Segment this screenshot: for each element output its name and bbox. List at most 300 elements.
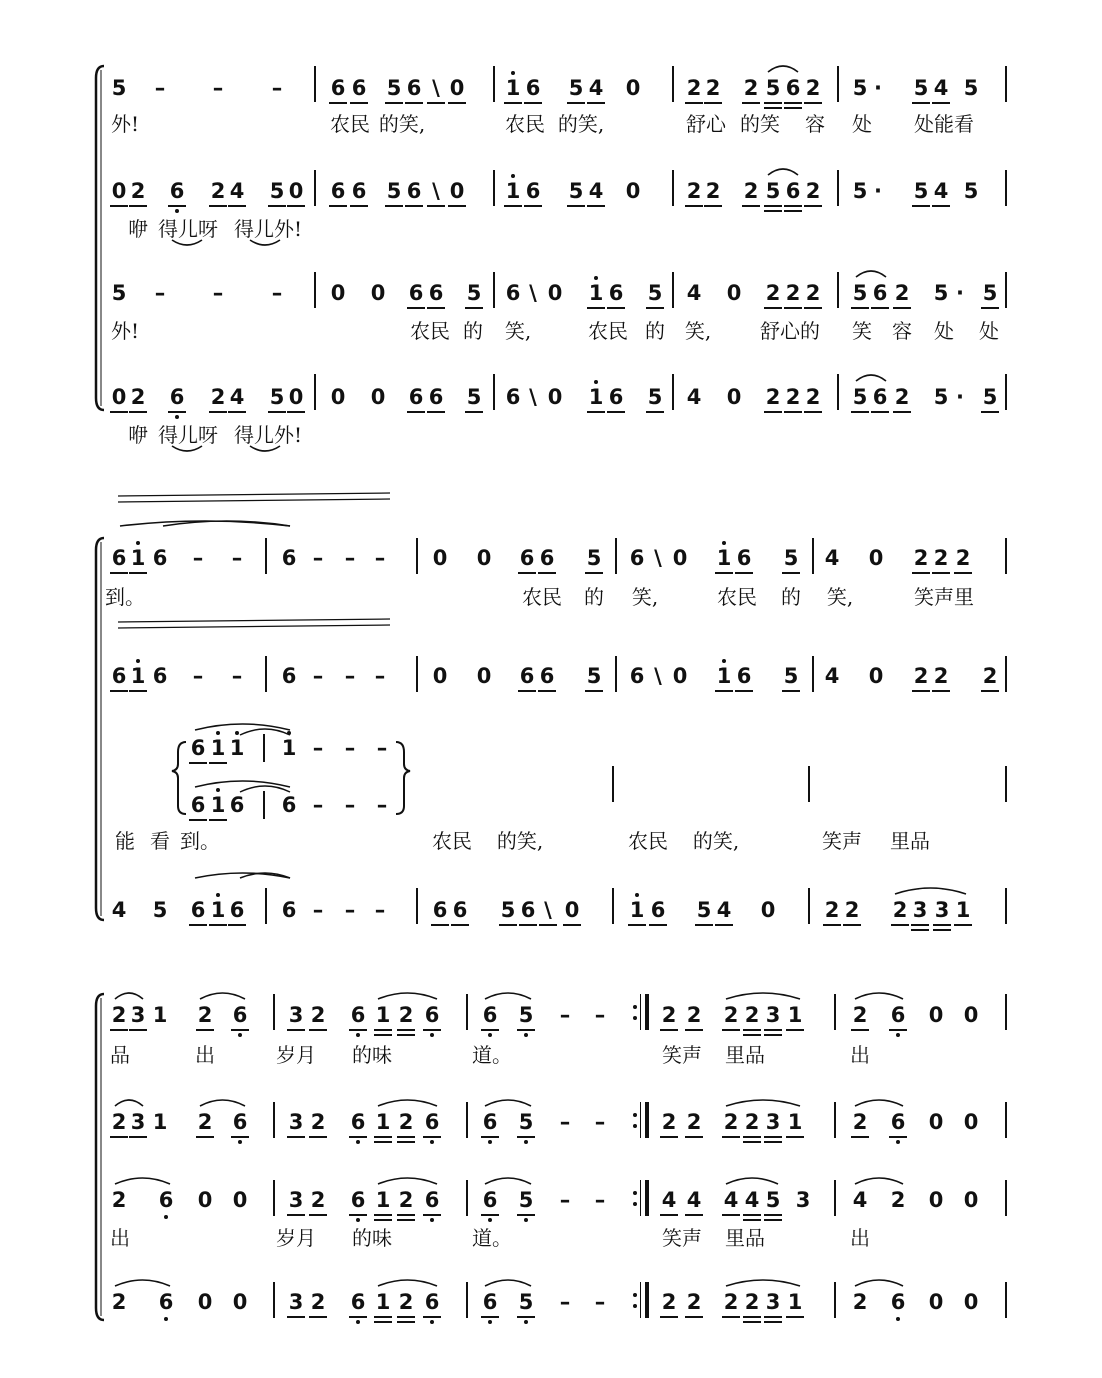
barline xyxy=(314,272,316,308)
underline-beam xyxy=(481,1316,499,1318)
octave-dot-low xyxy=(430,1033,434,1037)
jianpu-note: 4 xyxy=(723,1188,739,1212)
jianpu-note: 5 xyxy=(933,281,949,305)
dash-mark: – xyxy=(559,1290,571,1314)
breath-mark: \ xyxy=(654,664,662,688)
jianpu-note: 6 xyxy=(890,1290,906,1314)
lyric-syllable: 出 xyxy=(850,1043,870,1067)
underline-beam xyxy=(209,819,227,821)
jianpu-note: 4 xyxy=(824,546,840,570)
system-bracket xyxy=(96,66,104,410)
underline-beam xyxy=(715,572,733,574)
jianpu-note: 6 xyxy=(190,736,206,760)
jianpu-note: 2 xyxy=(852,1003,868,1027)
jianpu-note: 1 xyxy=(152,1110,168,1134)
underline-beam xyxy=(742,205,760,207)
crescendo-line xyxy=(118,625,390,628)
jianpu-note: 6 xyxy=(408,385,424,409)
jianpu-note: 2 xyxy=(805,179,821,203)
underline-beam xyxy=(782,690,800,692)
jianpu-note: 2 xyxy=(805,385,821,409)
jianpu-note: 6 xyxy=(351,76,367,100)
jianpu-note: 2 xyxy=(743,76,759,100)
crescendo-line xyxy=(118,619,390,622)
underline-beam xyxy=(567,102,585,104)
slur xyxy=(240,873,290,878)
underline-beam xyxy=(585,690,603,692)
jianpu-note: 2 xyxy=(686,1110,702,1134)
jianpu-note: 6 xyxy=(408,281,424,305)
underline-beam xyxy=(129,690,147,692)
underline-beam xyxy=(704,102,722,104)
slur xyxy=(768,66,798,72)
octave-dot-low xyxy=(488,1218,492,1222)
underline-beam xyxy=(784,102,802,104)
jianpu-note: 4 xyxy=(686,281,702,305)
jianpu-note: 6 xyxy=(650,898,666,922)
lyric-syllable: 道。 xyxy=(472,1043,512,1067)
lyric-syllable: 的笑, xyxy=(496,829,544,853)
underline-beam xyxy=(465,411,483,413)
lyric-syllable: 咿 xyxy=(128,423,148,447)
underline-beam xyxy=(587,205,605,207)
lyric-syllable: 舒心 xyxy=(686,112,726,136)
slur xyxy=(855,993,903,999)
jianpu-note: 6 xyxy=(169,385,185,409)
jianpu-note: 5 xyxy=(518,1290,534,1314)
slur xyxy=(726,1100,800,1106)
underline-beam xyxy=(981,690,999,692)
jianpu-note: 2 xyxy=(197,1110,213,1134)
underline-beam xyxy=(804,307,822,309)
underline-beam xyxy=(465,307,483,309)
barline xyxy=(265,888,267,924)
jianpu-note: 2 xyxy=(661,1110,677,1134)
jianpu-note: 5 xyxy=(852,179,868,203)
barline xyxy=(273,994,275,1030)
underline-beam xyxy=(932,205,950,207)
jianpu-note: 1 xyxy=(281,736,297,760)
jianpu-note: 0 xyxy=(868,546,884,570)
underline-beam xyxy=(722,1214,740,1216)
jianpu-note: 6 xyxy=(350,1003,366,1027)
jianpu-note: 6 xyxy=(111,546,127,570)
dash-mark: – xyxy=(344,793,356,817)
jianpu-note: 4 xyxy=(111,898,127,922)
octave-dot-low xyxy=(524,1218,528,1222)
octave-dot-low xyxy=(430,1140,434,1144)
jianpu-note: 2 xyxy=(852,1290,868,1314)
jianpu-note: 6 xyxy=(482,1003,498,1027)
slur xyxy=(726,1178,778,1184)
barline xyxy=(837,272,839,308)
slur xyxy=(240,729,290,735)
jianpu-note: 2 xyxy=(398,1290,414,1314)
lyric-syllable: 笑声 xyxy=(662,1043,702,1067)
jianpu-note: 1 xyxy=(505,179,521,203)
divisi-brace-right xyxy=(396,742,410,814)
slur xyxy=(485,1178,531,1184)
barline xyxy=(1005,272,1007,308)
underline-beam xyxy=(585,572,603,574)
underline-beam xyxy=(786,1316,804,1318)
jianpu-note: 6 xyxy=(785,179,801,203)
lyric-syllable: 得儿呀 xyxy=(158,423,218,447)
barline xyxy=(672,66,674,102)
lyric-syllable: 外! xyxy=(110,319,140,343)
jianpu-note: 6 xyxy=(736,546,752,570)
underline-beam xyxy=(567,205,585,207)
underline-beam xyxy=(743,1316,761,1318)
underline-beam xyxy=(764,1214,782,1216)
underline-beam xyxy=(660,1136,678,1138)
underline-beam xyxy=(851,307,869,309)
dash-mark: – xyxy=(344,898,356,922)
jianpu-note: 3 xyxy=(288,1003,304,1027)
underline-beam xyxy=(423,1214,441,1216)
jianpu-note: · xyxy=(956,281,964,305)
underline-beam xyxy=(499,924,517,926)
underline-beam xyxy=(209,411,227,413)
underline-beam xyxy=(349,1029,367,1031)
slur xyxy=(200,993,245,999)
slur xyxy=(378,1280,437,1286)
jianpu-note: 0 xyxy=(449,76,465,100)
repeat-dot xyxy=(633,1304,637,1308)
underline-beam xyxy=(722,1136,740,1138)
jianpu-note: 2 xyxy=(111,1110,127,1134)
lyric-syllable: 容 xyxy=(892,319,912,343)
dash-mark: – xyxy=(374,664,386,688)
lyric-syllable: 的 xyxy=(463,319,483,343)
jianpu-note: 5 xyxy=(783,664,799,688)
jianpu-note: 0 xyxy=(111,385,127,409)
jianpu-note: 6 xyxy=(281,793,297,817)
underline-beam xyxy=(804,411,822,413)
slur xyxy=(856,271,886,277)
jianpu-note: 2 xyxy=(310,1290,326,1314)
jianpu-note: 6 xyxy=(424,1110,440,1134)
repeat-barline-thin xyxy=(640,1102,641,1138)
lyric-syllable: 的笑, xyxy=(692,829,740,853)
lyric-syllable: 农民 xyxy=(505,112,545,136)
underline-beam xyxy=(397,1141,415,1143)
slur xyxy=(768,169,798,175)
jianpu-note: 5 xyxy=(386,179,402,203)
jianpu-note: 0 xyxy=(288,179,304,203)
underline-beam xyxy=(933,929,951,931)
jianpu-note: 2 xyxy=(805,281,821,305)
underline-beam xyxy=(889,1029,907,1031)
octave-dot-low xyxy=(488,1033,492,1037)
jianpu-note: 5 xyxy=(696,898,712,922)
slur xyxy=(378,993,437,999)
jianpu-note: 0 xyxy=(726,385,742,409)
underline-beam xyxy=(397,1321,415,1323)
dash-mark: – xyxy=(212,76,224,100)
jianpu-note: 5 xyxy=(586,664,602,688)
underline-beam xyxy=(110,690,128,692)
jianpu-note: 4 xyxy=(686,385,702,409)
slur xyxy=(378,1100,437,1106)
underline-beam xyxy=(350,102,368,104)
underline-beam xyxy=(309,1029,327,1031)
barline xyxy=(1005,1180,1007,1216)
underline-beam xyxy=(427,307,445,309)
jianpu-note: 6 xyxy=(232,1110,248,1134)
barline xyxy=(837,170,839,206)
underline-beam xyxy=(871,411,889,413)
lyric-syllable: 的 xyxy=(781,585,801,609)
slur xyxy=(195,781,290,787)
dash-mark: – xyxy=(594,1110,606,1134)
jianpu-note: 4 xyxy=(229,179,245,203)
barline xyxy=(1005,656,1007,692)
jianpu-note: 6 xyxy=(629,664,645,688)
underline-beam xyxy=(871,307,889,309)
jianpu-note: 0 xyxy=(370,385,386,409)
jianpu-note: 5 xyxy=(765,76,781,100)
underline-beam xyxy=(685,205,703,207)
lyric-syllable: 得儿外! xyxy=(233,423,303,447)
barline xyxy=(493,170,495,206)
underline-beam xyxy=(309,1316,327,1318)
barline xyxy=(808,888,810,924)
barline xyxy=(1005,766,1007,802)
jianpu-note: 1 xyxy=(588,281,604,305)
octave-dot-low xyxy=(356,1218,360,1222)
underline-beam xyxy=(538,690,556,692)
underline-beam xyxy=(168,205,186,207)
jianpu-note: 0 xyxy=(476,546,492,570)
dash-mark: – xyxy=(344,664,356,688)
underline-beam xyxy=(309,1136,327,1138)
barline xyxy=(263,734,265,762)
dash-mark: – xyxy=(374,898,386,922)
slur xyxy=(195,873,290,878)
underline-beam xyxy=(685,1029,703,1031)
jianpu-note: 5 xyxy=(963,179,979,203)
jianpu-note: 5 xyxy=(852,385,868,409)
underline-beam xyxy=(538,572,556,574)
lyric-syllable: 笑声里 xyxy=(914,585,974,609)
underline-beam xyxy=(129,411,147,413)
underline-beam xyxy=(851,411,869,413)
barline xyxy=(837,374,839,410)
jianpu-note: 0 xyxy=(330,385,346,409)
dash-mark: – xyxy=(344,736,356,760)
jianpu-note: 5 xyxy=(518,1110,534,1134)
barline xyxy=(1005,1102,1007,1138)
dash-mark: – xyxy=(312,793,324,817)
underline-beam xyxy=(587,102,605,104)
slur xyxy=(726,993,800,999)
jianpu-note: 6 xyxy=(452,898,468,922)
jianpu-note: 1 xyxy=(787,1110,803,1134)
underline-beam xyxy=(374,1141,392,1143)
dash-mark: – xyxy=(192,664,204,688)
underline-beam xyxy=(646,411,664,413)
barline xyxy=(314,170,316,206)
underline-beam xyxy=(349,1214,367,1216)
octave-dot-low xyxy=(430,1218,434,1222)
underline-beam xyxy=(743,1136,761,1138)
underline-beam xyxy=(168,411,186,413)
jianpu-note: 0 xyxy=(547,281,563,305)
octave-dot-high xyxy=(511,71,515,75)
jianpu-note: 2 xyxy=(892,898,908,922)
underline-beam xyxy=(309,1214,327,1216)
jianpu-note: 6 xyxy=(281,898,297,922)
underline-beam xyxy=(129,205,147,207)
jianpu-note: 2 xyxy=(744,1290,760,1314)
octave-dot-high xyxy=(722,541,726,545)
underline-beam xyxy=(851,1029,869,1031)
jianpu-note: 3 xyxy=(130,1003,146,1027)
jianpu-note: 4 xyxy=(933,76,949,100)
barline xyxy=(416,656,418,692)
jianpu-note: 1 xyxy=(210,898,226,922)
underline-beam xyxy=(524,102,542,104)
lyric-syllable: 外! xyxy=(110,112,140,136)
underline-beam xyxy=(189,762,207,764)
octave-dot-low xyxy=(164,1215,168,1219)
jianpu-note: 2 xyxy=(661,1290,677,1314)
barline xyxy=(265,656,267,692)
underline-beam xyxy=(129,572,147,574)
lyric-syllable: 笑, xyxy=(684,319,712,343)
jianpu-note: 2 xyxy=(844,898,860,922)
jianpu-note: 2 xyxy=(765,281,781,305)
lyric-syllable: 农民 xyxy=(410,319,450,343)
jianpu-note: 1 xyxy=(375,1003,391,1027)
jianpu-note: 5 xyxy=(466,385,482,409)
underline-beam xyxy=(110,205,128,207)
underline-beam xyxy=(504,205,522,207)
octave-dot-high xyxy=(287,731,291,735)
repeat-barline-thick xyxy=(645,1282,649,1318)
breath-mark: \ xyxy=(529,385,537,409)
jianpu-note: 6 xyxy=(890,1110,906,1134)
underline-beam xyxy=(189,819,207,821)
jianpu-note: 3 xyxy=(912,898,928,922)
octave-dot-high xyxy=(235,731,239,735)
jianpu-note: 4 xyxy=(744,1188,760,1212)
jianpu-note: 2 xyxy=(310,1110,326,1134)
underline-beam xyxy=(448,102,466,104)
jianpu-note: 5 xyxy=(765,179,781,203)
underline-beam xyxy=(196,1029,214,1031)
jianpu-note: 2 xyxy=(723,1003,739,1027)
jianpu-note: 4 xyxy=(852,1188,868,1212)
underline-beam xyxy=(196,1136,214,1138)
underline-beam xyxy=(517,1214,535,1216)
jianpu-note: 2 xyxy=(933,546,949,570)
repeat-dot xyxy=(633,1124,637,1128)
jianpu-note: 6 xyxy=(281,546,297,570)
jianpu-note: 6 xyxy=(890,1003,906,1027)
barline xyxy=(265,538,267,574)
underline-beam xyxy=(912,102,930,104)
jianpu-note: 1 xyxy=(716,546,732,570)
underline-beam xyxy=(912,690,930,692)
underline-beam xyxy=(764,307,782,309)
underline-beam xyxy=(722,1316,740,1318)
jianpu-note: 5 xyxy=(518,1188,534,1212)
octave-dot-low xyxy=(356,1320,360,1324)
underline-beam xyxy=(764,1136,782,1138)
barline xyxy=(615,538,617,574)
jianpu-note: 0 xyxy=(564,898,580,922)
slur xyxy=(200,1100,245,1106)
jianpu-note: 2 xyxy=(661,1003,677,1027)
barline xyxy=(612,888,614,924)
underline-beam xyxy=(735,690,753,692)
underline-beam xyxy=(764,1219,782,1221)
dash-mark: – xyxy=(594,1290,606,1314)
slur xyxy=(726,1280,800,1286)
repeat-dot xyxy=(633,1202,637,1206)
jianpu-note: 2 xyxy=(913,664,929,688)
slur xyxy=(120,521,290,526)
slur xyxy=(856,375,886,381)
barline xyxy=(314,66,316,102)
lyric-syllable: 处 xyxy=(934,319,954,343)
underline-beam xyxy=(743,1034,761,1036)
jianpu-note: 6 xyxy=(152,546,168,570)
dash-mark: – xyxy=(312,898,324,922)
underline-beam xyxy=(524,205,542,207)
underline-beam xyxy=(481,1136,499,1138)
jianpu-note: 6 xyxy=(281,664,297,688)
jianpu-note: 6 xyxy=(608,281,624,305)
underline-beam xyxy=(110,1029,128,1031)
jianpu-note: 2 xyxy=(197,1003,213,1027)
underline-beam xyxy=(407,307,425,309)
jianpu-note: 3 xyxy=(288,1188,304,1212)
barline xyxy=(1005,66,1007,102)
octave-dot-high xyxy=(216,731,220,735)
underline-beam xyxy=(843,924,861,926)
jianpu-note: 1 xyxy=(210,793,226,817)
underline-beam xyxy=(743,1141,761,1143)
jianpu-note: 6 xyxy=(525,76,541,100)
underline-beam xyxy=(893,411,911,413)
barline xyxy=(1005,994,1007,1030)
breath-mark: \ xyxy=(529,281,537,305)
dash-mark: – xyxy=(559,1003,571,1027)
underline-beam xyxy=(715,690,733,692)
lyric-syllable: 能 xyxy=(115,829,135,853)
jianpu-note: 1 xyxy=(375,1290,391,1314)
underline-beam xyxy=(932,102,950,104)
underline-beam xyxy=(764,205,782,207)
jianpu-note: 0 xyxy=(928,1003,944,1027)
repeat-dot xyxy=(633,1113,637,1117)
jianpu-note: 2 xyxy=(111,1003,127,1027)
underline-beam xyxy=(374,1034,392,1036)
jianpu-note: 5 xyxy=(852,76,868,100)
jianpu-note: 4 xyxy=(686,1188,702,1212)
jianpu-note: 2 xyxy=(310,1003,326,1027)
dash-mark: – xyxy=(312,736,324,760)
dash-mark: – xyxy=(376,793,388,817)
underline-beam xyxy=(329,102,347,104)
jianpu-note: 1 xyxy=(152,1003,168,1027)
jianpu-note: 1 xyxy=(130,546,146,570)
underline-beam xyxy=(764,210,782,212)
lyric-syllable: 到。 xyxy=(180,829,220,853)
